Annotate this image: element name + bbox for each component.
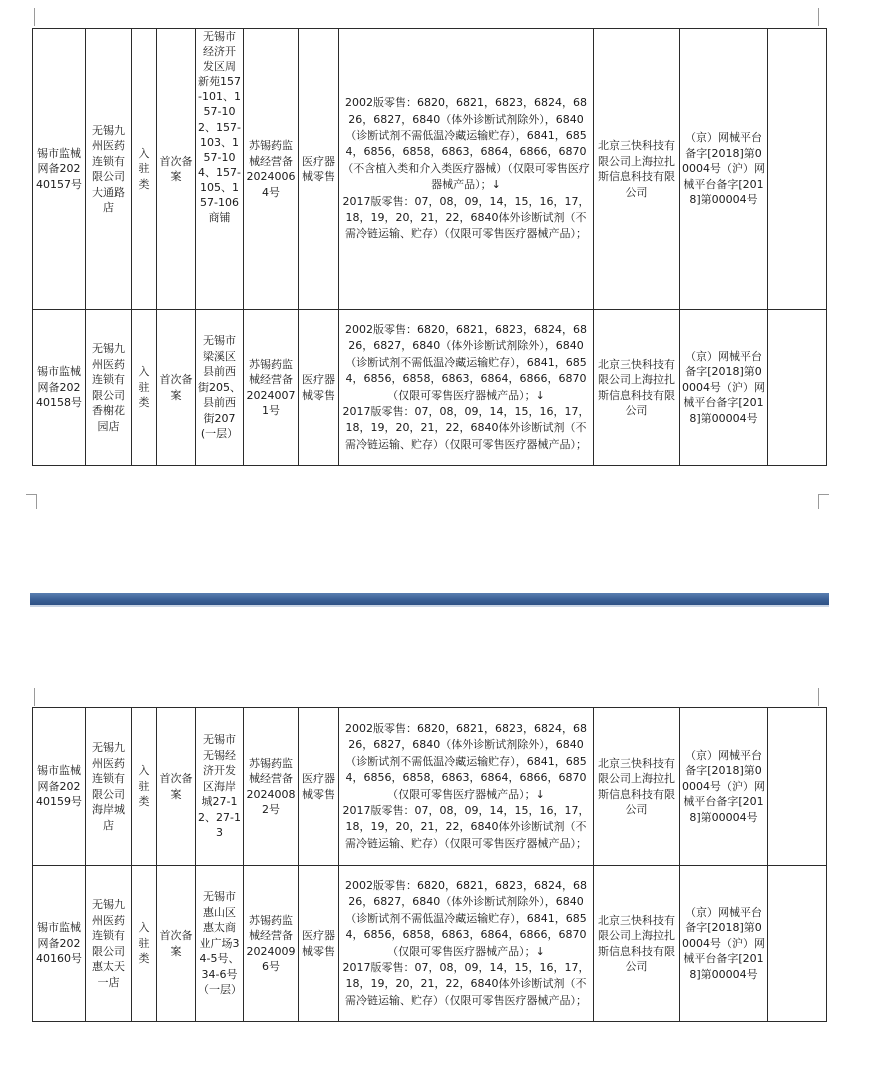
business-scope (339, 866, 594, 1022)
scope-2002: 2002版零售：6820，6821，6823，6824，6826，6827，6840（体外诊断试剂除外），6840（诊断试剂不需低温冷藏运输贮存），6841，6854，6856，6858，6863，6864，6866，6870（不含植入类和介入类医疗器械）（仅限可零售医疗器械产品）；↓ (342, 96, 590, 192)
table-row (33, 708, 827, 866)
crop-mark-top-right-page2 (818, 688, 819, 706)
crop-mark-top-left-page2 (34, 688, 35, 706)
record-number: 锡市监械网备20240157号 (33, 29, 86, 310)
license-type: 医疗器械零售 (299, 29, 339, 310)
platform-company: 北京三快科技有限公司上海拉扎斯信息科技有限公司 (594, 310, 680, 466)
record-number: 锡市监械网备20240160号 (33, 866, 86, 1022)
category: 入驻类 (132, 29, 157, 310)
license-number: 苏锡药监械经营备20240071号 (244, 310, 299, 466)
crop-mark-top-left (34, 8, 35, 26)
platform-company: 北京三快科技有限公司上海拉扎斯信息科技有限公司 (594, 708, 680, 866)
filing-type: 首次备案 (157, 310, 196, 466)
table-row (33, 310, 827, 466)
platform-record: （京）网械平台备字[2018]第00004号（沪）网械平台备字[2018]第00004号 (680, 29, 768, 310)
platform-record: （京）网械平台备字[2018]第00004号（沪）网械平台备字[2018]第00004号 (680, 866, 768, 1022)
crop-mark-top-right (818, 8, 819, 26)
filing-type: 首次备案 (157, 708, 196, 866)
category: 入驻类 (132, 310, 157, 466)
business-scope (339, 29, 594, 310)
table-row (33, 866, 827, 1022)
scope-2017: 2017版零售：07，08，09，14，15，16，17，18，19，20，21，22，6840体外诊断试剂（不需冷链运输、贮存）（仅限可零售医疗器械产品）； (342, 960, 590, 1007)
record-number: 锡市监械网备20240158号 (33, 310, 86, 466)
company-name: 无锡九州医药连锁有限公司大通路店 (86, 29, 132, 310)
license-type: 医疗器械零售 (299, 310, 339, 466)
company-name: 无锡九州医药连锁有限公司海岸城店 (86, 708, 132, 866)
category: 入驻类 (132, 866, 157, 1022)
platform-company: 北京三快科技有限公司上海拉扎斯信息科技有限公司 (594, 29, 680, 310)
scope-2002: 2002版零售：6820，6821，6823，6824，6826，6827，6840（体外诊断试剂除外），6840（诊断试剂不需低温冷藏运输贮存），6841，6854，6856，6858，6863，6864，6866，6870（仅限可零售医疗器械产品）；↓ (345, 322, 587, 402)
platform-company: 北京三快科技有限公司上海拉扎斯信息科技有限公司 (594, 866, 680, 1022)
platform-record: （京）网械平台备字[2018]第00004号（沪）网械平台备字[2018]第00004号 (680, 310, 768, 466)
record-number: 锡市监械网备20240159号 (33, 708, 86, 866)
crop-mark-bottom-left (26, 494, 37, 509)
page-separator (30, 593, 829, 605)
company-name: 无锡九州医药连锁有限公司香榭花园店 (86, 310, 132, 466)
license-number: 苏锡药监械经营备20240082号 (244, 708, 299, 866)
license-type: 医疗器械零售 (299, 708, 339, 866)
remark (768, 29, 827, 310)
crop-mark-bottom-right (818, 494, 829, 509)
business-address: 无锡市无锡经济开发区海岸城27-12、27-13 (196, 708, 244, 866)
scope-2017: 2017版零售：07，08，09，14，15，16，17，18，19，20，21，22，6840体外诊断试剂（不需冷链运输、贮存）（仅限可零售医疗器械产品）； (342, 803, 590, 850)
scope-2002: 2002版零售：6820，6821，6823，6824，6826，6827，6840（体外诊断试剂除外），6840（诊断试剂不需低温冷藏运输贮存），6841，6854，6856，6858，6863，6864，6866，6870（仅限可零售医疗器械产品）；↓ (345, 721, 587, 801)
remark (768, 310, 827, 466)
filing-table-page2 (32, 707, 827, 1022)
category: 入驻类 (132, 708, 157, 866)
business-address: 无锡市经济开发区周新苑157-101、157-102、157-103、157-104、157-105、157-106商铺 (196, 29, 244, 310)
license-number: 苏锡药监械经营备20240096号 (244, 866, 299, 1022)
business-scope (339, 310, 594, 466)
platform-record: （京）网械平台备字[2018]第00004号（沪）网械平台备字[2018]第00004号 (680, 708, 768, 866)
business-scope (339, 708, 594, 866)
license-type: 医疗器械零售 (299, 866, 339, 1022)
scope-2002: 2002版零售：6820，6821，6823，6824，6826，6827，6840（体外诊断试剂除外），6840（诊断试剂不需低温冷藏运输贮存），6841，6854，6856，6858，6863，6864，6866，6870（仅限可零售医疗器械产品）；↓ (345, 878, 587, 958)
remark (768, 708, 827, 866)
scope-2017: 2017版零售：07，08，09，14，15，16，17，18，19，20，21，22，6840体外诊断试剂（不需冷链运输、贮存）（仅限可零售医疗器械产品）； (342, 404, 590, 451)
business-address: 无锡市梁溪区县前西街205、县前西街207(一层） (196, 310, 244, 466)
filing-table-page1 (32, 28, 827, 466)
table-row (33, 29, 827, 310)
company-name: 无锡九州医药连锁有限公司惠太天一店 (86, 866, 132, 1022)
filing-type: 首次备案 (157, 29, 196, 310)
license-number: 苏锡药监械经营备20240064号 (244, 29, 299, 310)
business-address: 无锡市惠山区惠太商业广场34-5号、34-6号（一层） (196, 866, 244, 1022)
scope-2017: 2017版零售：07，08，09，14，15，16，17，18，19，20，21，22，6840体外诊断试剂（不需冷链运输、贮存）（仅限可零售医疗器械产品）； (342, 194, 590, 241)
filing-type: 首次备案 (157, 866, 196, 1022)
remark (768, 866, 827, 1022)
